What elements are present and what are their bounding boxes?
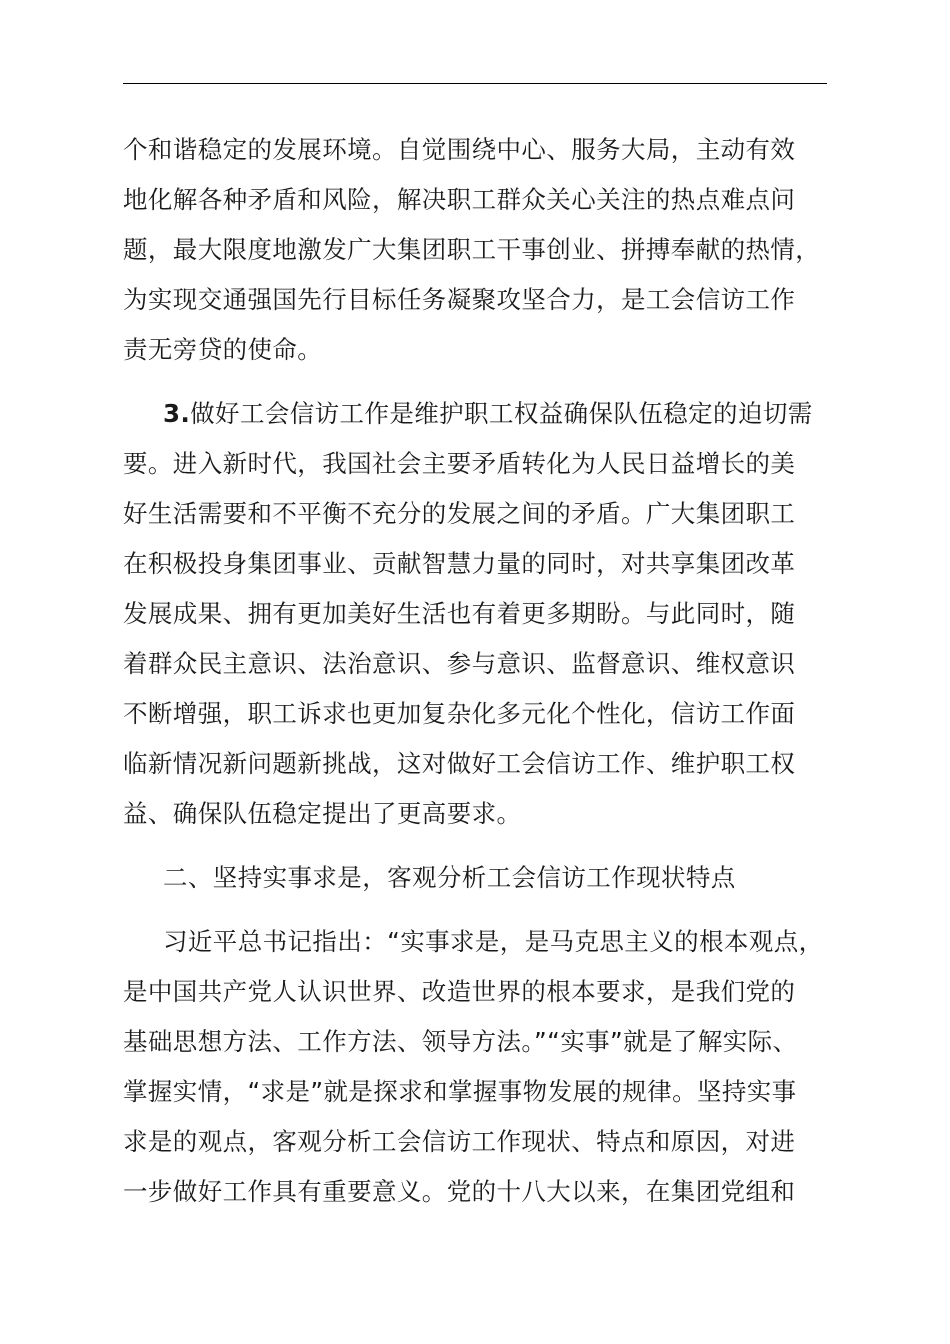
text-line: 好生活需要和不平衡不充分的发展之间的矛盾。广大集团职工 xyxy=(123,499,796,528)
paragraph-1 xyxy=(123,125,853,375)
text-line: 益、确保队伍稳定提出了更高要求。 xyxy=(123,799,522,828)
text-line xyxy=(123,389,853,439)
text-line: 是中国共产党人认识世界、改造世界的根本要求，是我们党的 xyxy=(123,977,796,1006)
text-line: 题，最大限度地激发广大集团职工干事创业、拼搏奉献的热情， xyxy=(123,235,821,264)
text-line: 个和谐稳定的发展环境。自觉围绕中心、服务大局，主动有效 xyxy=(123,135,796,164)
text-line: 要。进入新时代，我国社会主要矛盾转化为人民日益增长的美 xyxy=(123,449,796,478)
text-line: 习近平总书记指出：“实事求是，是马克思主义的根本观点， xyxy=(163,927,824,956)
text-line: 责无旁贷的使命。 xyxy=(123,335,323,364)
text-line: 为实现交通强国先行目标任务凝聚攻坚合力，是工会信访工作 xyxy=(123,285,796,314)
text-line: 地化解各种矛盾和风险，解决职工群众关心关注的热点难点问 xyxy=(123,185,796,214)
section-heading xyxy=(123,853,853,903)
text-line: 着群众民主意识、法治意识、参与意识、监督意识、维权意识 xyxy=(123,649,796,678)
section-number: 3. xyxy=(163,399,191,428)
paragraph-2 xyxy=(123,389,853,839)
text-line: 不断增强，职工诉求也更加复杂化多元化个性化，信访工作面 xyxy=(123,699,796,728)
text-line: 临新情况新问题新挑战，这对做好工会信访工作、维护职工权 xyxy=(123,749,796,778)
paragraph-4 xyxy=(123,917,853,1217)
text-line-content: 做好工会信访工作是维护职工权益确保队伍稳定的迫切需 xyxy=(190,399,813,428)
header-rule xyxy=(123,83,827,84)
document-body xyxy=(123,125,853,1217)
text-line: 掌握实情，“求是”就是探求和掌握事物发展的规律。坚持实事 xyxy=(123,1077,797,1106)
text-line: 在积极投身集团事业、贡献智慧力量的同时，对共享集团改革 xyxy=(123,549,796,578)
text-line: 一步做好工作具有重要意义。党的十八大以来，在集团党组和 xyxy=(123,1177,796,1206)
heading-line: 二、坚持实事求是，客观分析工会信访工作现状特点 xyxy=(163,863,736,892)
text-line: 基础思想方法、工作方法、领导方法。”“实事”就是了解实际、 xyxy=(123,1027,798,1056)
text-line: 求是的观点，客观分析工会信访工作现状、特点和原因，对进 xyxy=(123,1127,796,1156)
text-line: 发展成果、拥有更加美好生活也有着更多期盼。与此同时，随 xyxy=(123,599,796,628)
